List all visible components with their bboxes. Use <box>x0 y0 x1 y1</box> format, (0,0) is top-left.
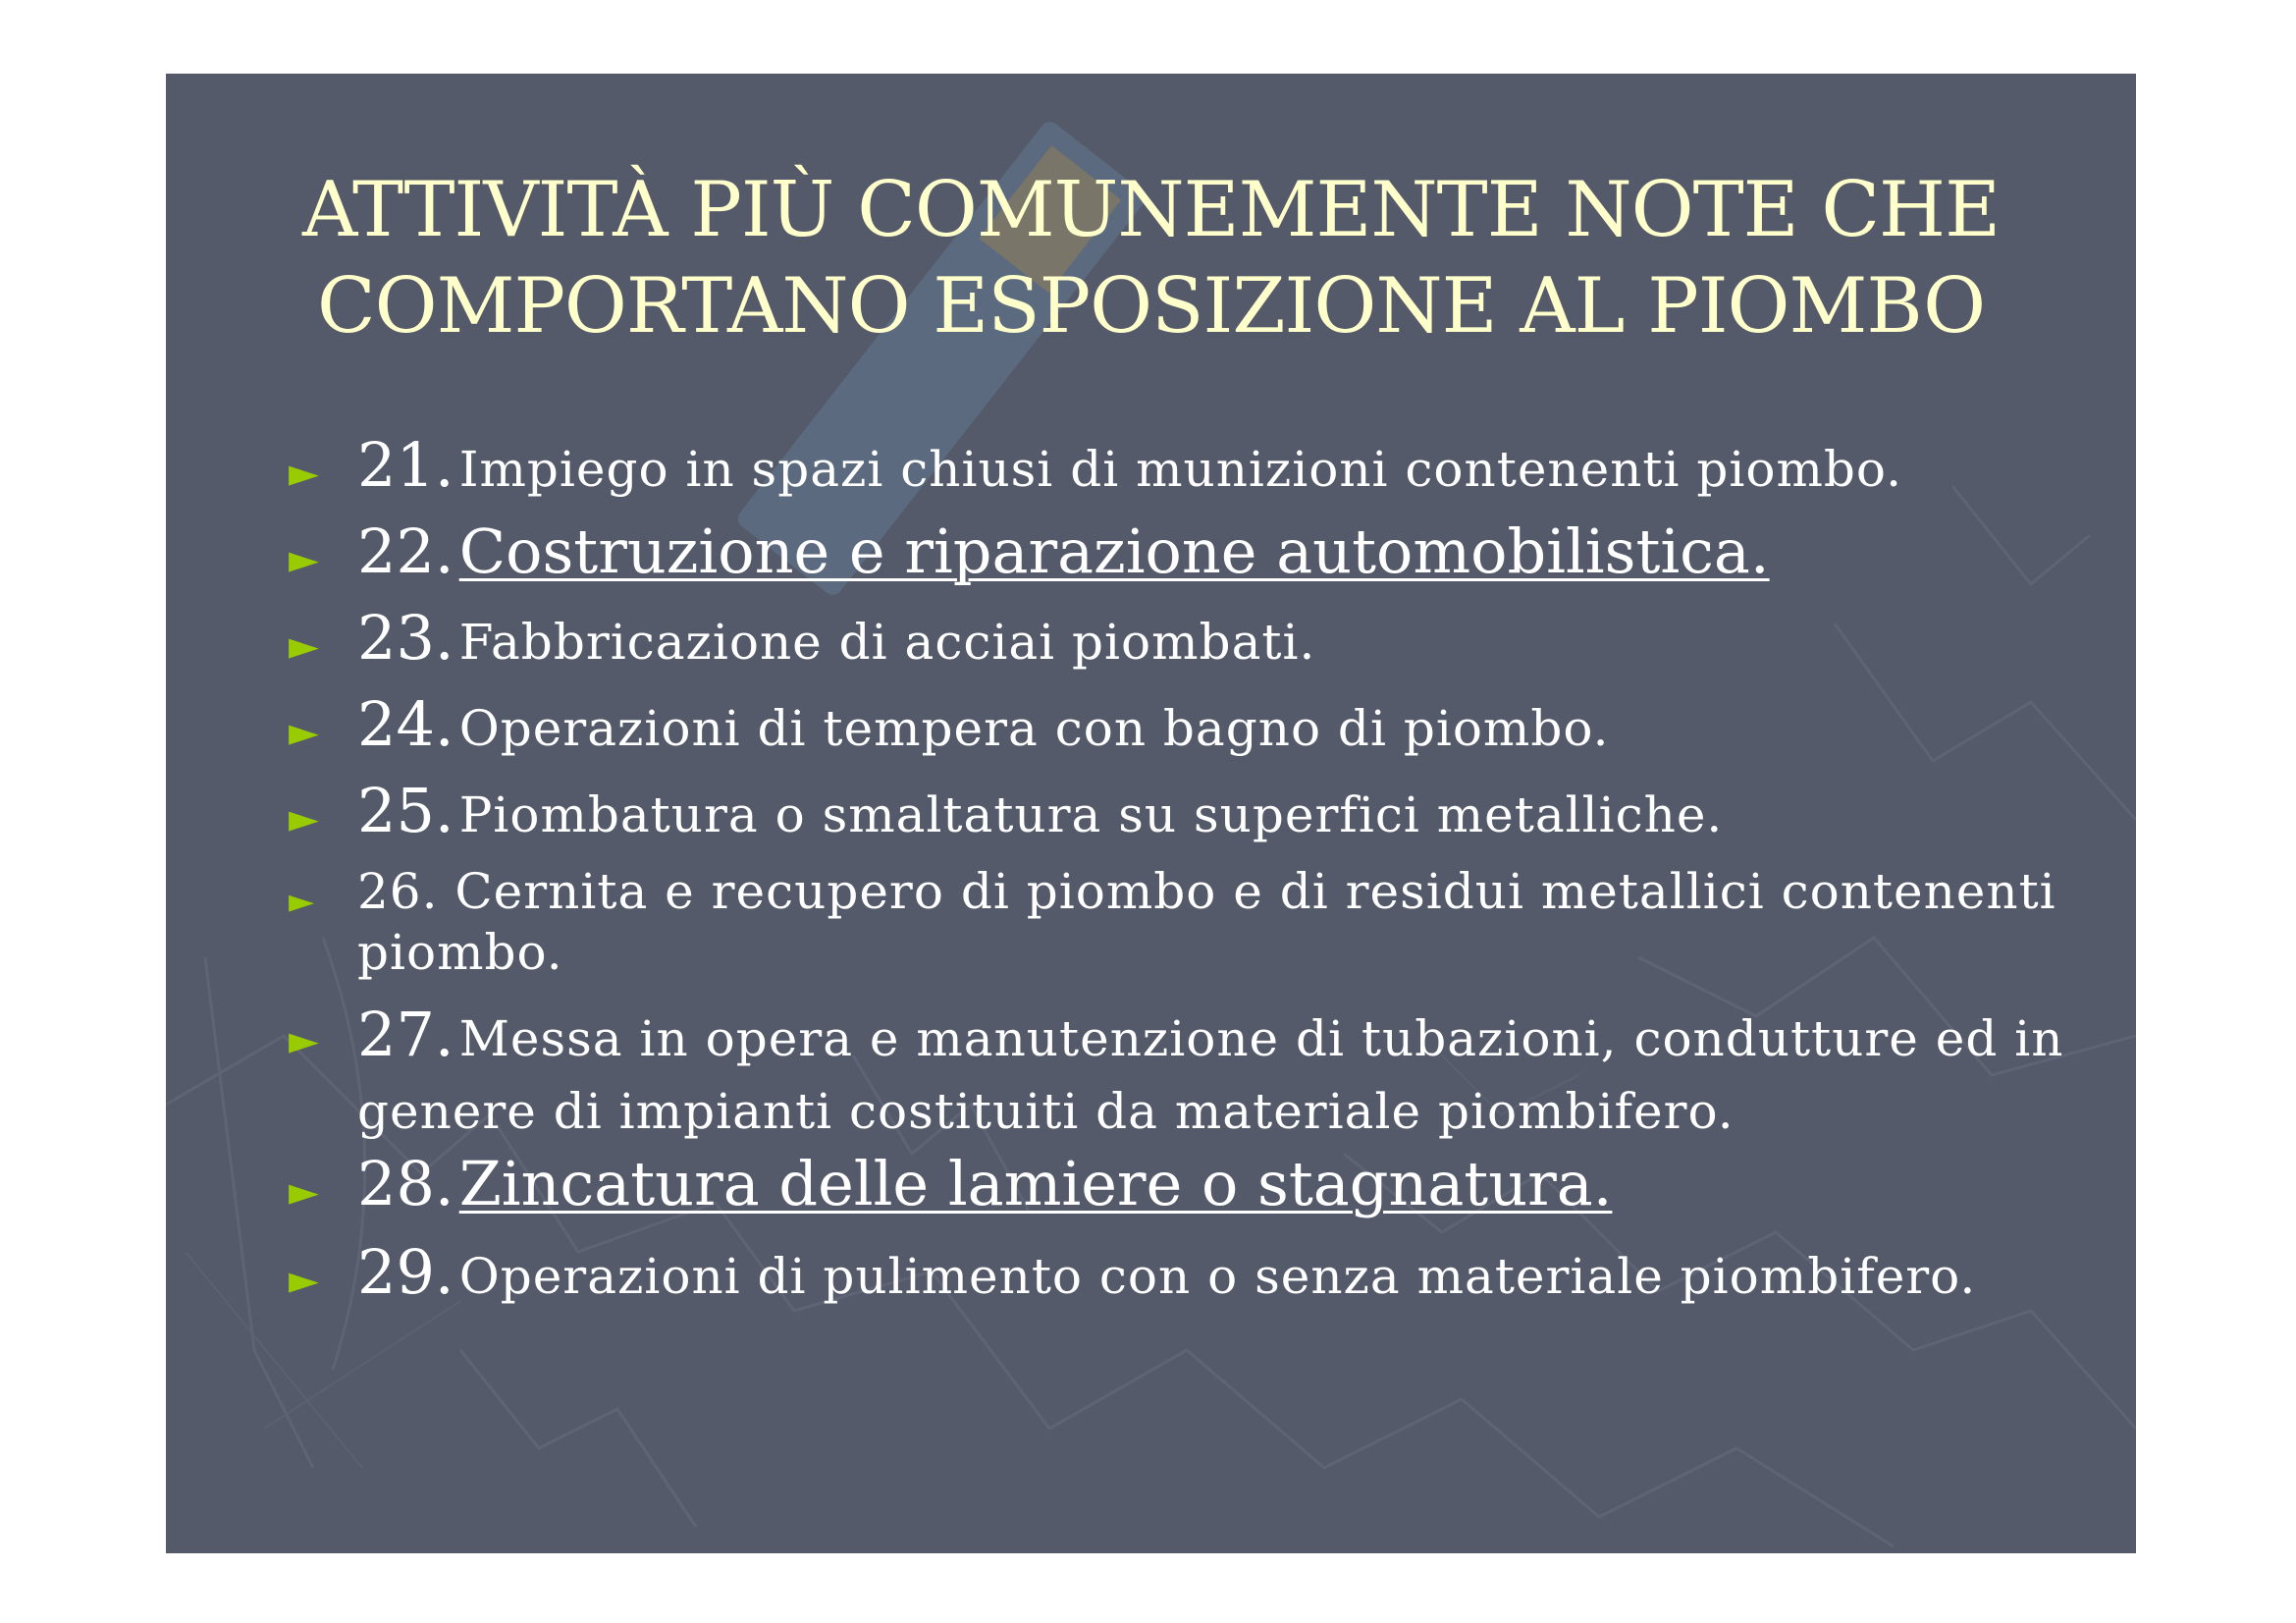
list-item-27 <box>289 999 2114 1148</box>
bullet-arrow-icon: ► <box>289 796 319 841</box>
item-number: 22. <box>357 515 454 587</box>
list-item-21 <box>289 429 2114 515</box>
item-text: Fabbricazione di acciai piombati. <box>458 614 1316 671</box>
bullet-arrow-icon: ► <box>289 710 319 755</box>
item-text: Impiego in spazi chiusi di munizioni contenenti piombo. <box>458 441 1903 498</box>
list-item-25 <box>289 775 2114 859</box>
bullet-arrow-icon: ► <box>289 623 319 669</box>
slide-title <box>166 162 2136 354</box>
item-number: 27. <box>357 999 454 1070</box>
list-item-23 <box>289 602 2114 688</box>
item-text: Piombatura o smaltatura su superfici metalliche. <box>458 786 1724 843</box>
activity-list <box>289 429 2114 1323</box>
list-item-29 <box>289 1236 2114 1323</box>
item-number: 25. <box>357 775 454 846</box>
list-item-24 <box>289 688 2114 775</box>
item-text: Operazioni di pulimento con o senza materiale piombifero. <box>458 1248 1977 1305</box>
bullet-arrow-icon: ► <box>289 1018 319 1063</box>
list-item-28 <box>289 1148 2114 1236</box>
list-item-26 <box>289 859 2114 1004</box>
item-text: Messa in opera e manutenzione di tubazioni, condutture ed in genere di impianti costituiti da materiale piombifero. <box>357 1010 2064 1140</box>
title-line-2: COMPORTANO ESPOSIZIONE AL PIOMBO <box>316 262 1986 351</box>
bullet-arrow-icon: ► <box>289 1169 319 1215</box>
item-text-link[interactable]: Costruzione e riparazione automobilistica. <box>458 515 1770 587</box>
bullet-arrow-icon: ► <box>289 1258 319 1303</box>
item-number: 21. <box>357 429 454 501</box>
title-line-1: ATTIVITÀ PIÙ COMUNEMENTE NOTE CHE <box>301 166 2001 254</box>
item-number: 24. <box>357 688 454 760</box>
item-text: Operazioni di tempera con bagno di piombo. <box>458 700 1610 757</box>
item-number: 29. <box>357 1236 454 1308</box>
item-number: 28. <box>357 1148 454 1219</box>
slide <box>166 74 2136 1553</box>
item-text: 26. Cernita e recupero di piombo e di residui metallici contenenti piombo. <box>357 863 2056 981</box>
item-text-link[interactable]: Zincatura delle lamiere o stagnatura. <box>458 1148 1613 1219</box>
bullet-arrow-icon: ► <box>289 882 316 921</box>
list-item-22 <box>289 515 2114 602</box>
item-number: 23. <box>357 602 454 674</box>
bullet-arrow-icon: ► <box>289 537 319 582</box>
bullet-arrow-icon: ► <box>289 451 319 496</box>
